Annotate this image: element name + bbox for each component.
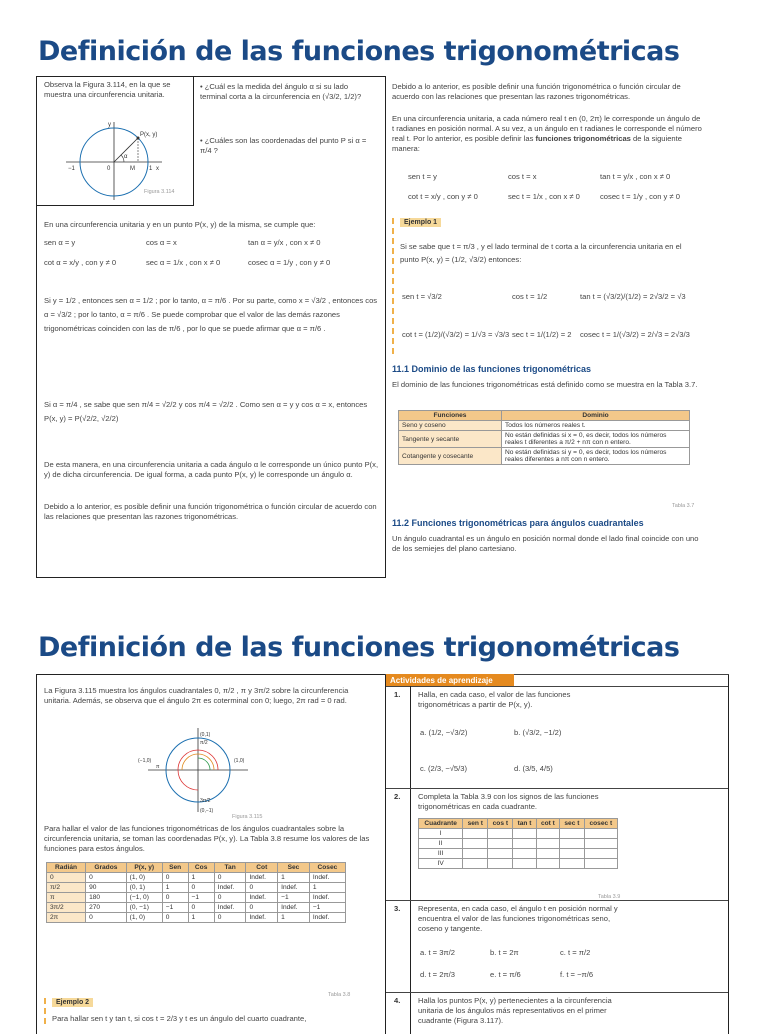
section-11-2-text: Un ángulo cuadrantal es un ángulo en posición normal donde el lado final coincide con uno de los semiejes del plano cartesiano. [392,534,699,553]
act3-opt-e: e. t = π/6 [490,970,521,979]
table-3-8-caption: Tabla 3.8 [328,992,351,998]
left-para-2: Si y = 1/2 , entonces sen α = 1/2 ; por lo tanto, α = π/6 . Por su parte, como x = √3/2 , entonces cos α = √3/2 ; por lo tanto, α = π/6 . Se puede comprobar que el valor de las demás razones trigonométricas coinciden con las de π/6 , por lo que se puede afirmar que α = π/6 . [44,296,378,333]
quadrantal-figure [138,726,258,814]
table-row: Cotangente y cosecante No están definidas si y = 0, es decir, todos los números reales diferentes a nπ con n entero. [399,448,690,465]
fig-label-y: y [108,122,111,128]
signs-table: Cuadrante sen t cos t tan t cot t sec t cosec t I II III IV [418,818,618,869]
table-3-9-caption: Tabla 3.9 [598,894,621,900]
table-row: π/2 90 (0, 1) 1 0 Indef. 0 Indef. 1 [47,883,346,893]
ej1-row1-b: cos t = 1/2 [512,292,548,301]
domain-table [398,410,690,465]
eq-row2-c: cosec α = 1/y , con y ≠ 0 [248,258,331,267]
fig-label-neg1: −1 [68,166,75,172]
fig-label-alpha: α [124,154,128,160]
bullet-1: • ¿Cuál es la medida del ángulo α si su lado terminal corta a la circunferencia en (√3/2, 1/2)? [200,82,362,101]
section-11-1-text: El dominio de las funciones trigonométricas está definido como se muestra en la Tabla 3.7. [392,380,698,389]
act3-opt-d: d. t = 2π/3 [420,970,456,979]
fig115-top-angle: π/2 [200,740,208,746]
left-para-3: Si α = π/4 , se sabe que sen π/4 = √2/2 y cos π/4 = √2/2 . Como sen α = y y cos α = x, entonces P(x, y) = P(√2/2, √2/2) [44,400,368,423]
left-para-1: En una circunferencia unitaria y en un punto P(x, y) de la misma, se cumple que: [44,220,316,229]
fig115-left: (−1,0) [138,758,152,764]
fig115-left-angle: π [156,764,160,770]
left-para-5: Debido a lo anterior, es posible definir una función trigonométrica o función circular de acuerdo con las relaciones que presentan las razones trigonométricas. [44,502,377,521]
table-3-7-caption: Tabla 3.7 [672,503,695,509]
activity-3-text: Representa, en cada caso, el ángulo t en posición normal y encuentra el valor de las funciones trigonométricas seno, coseno y tangente. [418,904,618,933]
def-row2-b: sec t = 1/x , con x ≠ 0 [508,192,580,201]
section-11-1-title: 11.1 Dominio de las funciones trigonométricas [392,364,592,374]
eq-row1-c: tan α = y/x , con x ≠ 0 [248,238,321,247]
dom-header-dominio: Dominio [502,411,690,421]
fig115-bottom-angle: 3π/2 [200,798,211,804]
def-row2-a: cot t = x/y , con y ≠ 0 [408,192,478,201]
ej1-row2-b: sec t = 1/(1/2) = 2 [512,330,572,339]
activity-4-text: Halla los puntos P(x, y) pertenecientes a la circunferencia unitaria de los ángulos más representativos en el primer cuadrante (Figura 3.117). [418,996,612,1025]
bullet-2: • ¿Cuáles son las coordenadas del punto P si α = π/4 ? [200,136,367,155]
act3-opt-c: c. t = π/2 [560,948,591,957]
fig-label-p: P(x, y) [140,132,158,138]
fig115-bottom: (0,−1) [200,808,214,814]
def-row1-b: cos t = x [508,172,537,181]
ej1-row2-c: cosec t = 1/(√3/2) = 2/√3 = 2√3/3 [580,330,690,339]
act3-opt-b: b. t = 2π [490,948,519,957]
intro-text: Observa la Figura 3.114, en la que se muestra una circunferencia unitaria. [44,80,171,99]
quadrantal-table: Radián Grados P(x, y) Sen Cos Tan Cot Sec Cosec 0 0 (1, 0) 0 1 0 Indef. 1 Indef. π/2 90 (0, 1) 1 0 Indef. 0 Indef. 1 π 180 (−1, 0) 0 −1 0 Indef. −1 Indef. 3π/2 270 (0, −1) −1 0 Indef. 0 Indef. −1 2π 0 (1, 0) 0 1 0 Indef. 1 Indef. [46,862,346,923]
def-row1-c: tan t = y/x , con x ≠ 0 [600,172,671,181]
table-row: 2π 0 (1, 0) 0 1 0 Indef. 1 Indef. [47,913,346,923]
fig-label-o: 0 [107,166,111,172]
def-row1-a: sen t = y [408,172,437,181]
section-11-2-title: 11.2 Funciones trigonométricas para ángulos cuadrantales [392,518,644,528]
act1-opt-b: b. (√3/2, −1/2) [514,728,562,737]
act3-opt-f: f. t = −π/6 [560,970,594,979]
dom-header-funciones: Funciones [399,411,502,421]
table-row: Tangente y secante No están definidas si x = 0, es decir, todos los números reales t diferentes a π/2 + nπ con n entero. [399,431,690,448]
example-2-text: Para hallar sen t y tan t, si cos t = 2/3 y t es un ángulo del cuarto cuadrante, [52,1014,307,1023]
table-row: I [419,829,618,839]
bottom-intro: La Figura 3.115 muestra los ángulos cuadrantales 0, π/2 , π y 3π/2 sobre la circunferencia unitaria. Además, se observa que el ángulo 2π es coterminal con 0; luego, 2π rad = 0 rad. [44,686,349,705]
table-row: IV [419,859,618,869]
right-para-2: En una circunferencia unitaria, a cada número real t en (0, 2π) le corresponde un ángulo de t radianes en posición normal. A su vez, a un ángulo en t radianes le corresponde el número real t. Por lo anterior, es posible definir las funciones trigonométricas de la siguiente manera: [392,114,702,153]
fig115-caption: Figura 3.115 [232,814,263,820]
activity-2-text: Completa la Tabla 3.9 con los signos de las funciones trigonométricas en cada cuadrante. [418,792,599,811]
ej1-row1-a: sen t = √3/2 [402,292,442,301]
eq-row2-b: sec α = 1/x , con x ≠ 0 [146,258,221,267]
activity-1-text: Halla, en cada caso, el valor de las funciones trigonométricas a partir de P(x, y). [418,690,571,709]
example-2-badge: Ejemplo 2 [52,998,93,1007]
table-row: II [419,839,618,849]
left-para-4: De esta manera, en una circunferencia unitaria a cada ángulo α le corresponde un único punto P(x, y) de dicha circunferencia. De igual forma, a cada punto P(x, y) le corresponde un ángulo α. [44,460,379,479]
page-title-2: Definición de las funciones trigonométricas [38,632,680,663]
activities-header: Actividades de aprendizaje [386,674,514,687]
fig115-top: (0,1) [200,732,211,738]
eq-row1-b: cos α = x [146,238,177,247]
fig114-caption: Figura 3.114 [144,189,175,195]
fig115-right: (1,0) [234,758,245,764]
bottom-para: Para hallar el valor de las funciones trigonométricas de los ángulos cuadrantales sobre la circunferencia unitaria, se toman las coordenadas P(x, y). La Tabla 3.8 resume los valores de las funciones para estos ángulos. [44,824,370,853]
def-row2-c: cosec t = 1/y , con y ≠ 0 [600,192,680,201]
table-row: Seno y coseno Todos los números reales t. [399,421,690,431]
table-row: π 180 (−1, 0) 0 −1 0 Indef. −1 Indef. [47,893,346,903]
right-para-1: Debido a lo anterior, es posible definir una función trigonométrica o función circular de acuerdo con las relaciones que presentan las razones trigonométricas. [392,82,681,101]
ej1-row2-a: cot t = (1/2)/(√3/2) = 1/√3 = √3/3 [402,330,510,339]
fig-label-m: M [130,166,135,172]
act1-opt-a: a. (1/2, −√3/2) [420,728,468,737]
example-1-text: Si se sabe que t = π/3 , y el lado terminal de t corta a la circunferencia unitaria en el punto P(x, y) = (1/2, √3/2) entonces: [400,242,682,264]
table-row: 3π/2 270 (0, −1) −1 0 Indef. 0 Indef. −1 [47,903,346,913]
act1-opt-d: d. (3/5, 4/5) [514,764,553,773]
eq-row2-a: cot α = x/y , con y ≠ 0 [44,258,117,267]
ej1-row1-c: tan t = (√3/2)/(1/2) = 2√3/2 = √3 [580,292,686,301]
bottom-page: Definición de las funciones trigonométricas La Figura 3.115 muestra los ángulos cuadrantales 0, π/2 , π y 3π/2 sobre la circunferencia unitaria. Además, se observa que el ángulo 2π es coterminal con 0; luego, 2π rad = 0 rad. (0,1) π/2 (−1,0) π (1,0) (0,−1) 3π/2 Figura 3.115 Para hallar el valor de las funciones trigonométricas de los ángulos cuadrantales sobre la circunferencia unitaria, se toman las coordenadas P(x, y). La Tabla 3.8 resume los valores de las funciones para estos ángulos. Radián Grados P(x, y) Sen Cos Tan Cot Sec Cosec 0 0 (1, 0) 0 1 0 Indef. 1 Indef. π/2 90 (0, 1) 1 0 Indef. 0 Indef. 1 π 180 (−1, 0) 0 −1 0 Indef. −1 Indef. 3π/2 270 (0, −1) −1 0 Indef. 0 Indef. −1 2π 0 (1, 0) 0 1 0 Indef. 1 Indef. Tabla 3.8 Ejemplo 2 Para hallar sen t y tan t, si cos t = 2/3 y t es un ángulo del cuarto cuadrante, Actividades de aprendizaje 1. Halla, en cada caso, el valor de las funciones trigonométricas a partir de P(x, y). a. (1/2, −√3/2) b. (√3/2, −1/2) c. (2/3, −√5/3) d. (3/5, 4/5) 2. Completa la Tabla 3.9 con los signos de las funciones trigonométricas en cada cuadrante. Cuadrante sen t cos t tan t cot t sec t cosec t I II III IV Tabla 3.9 3. Representa, en cada caso, el ángulo t en posición normal y encuentra el valor de las funciones trigonométricas seno, coseno y tangente. a. t = 3π/2 b. t = 2π c. t = π/2 d. t = 2π/3 e. t = π/6 f. t = −π/6 4. Halla los puntos P(x, y) pertenecientes a la circunferencia unitaria de los ángulos más representativos en el primer cuadrante (Figura 3.117). [0,606,768,1024]
table-row: 0 0 (1, 0) 0 1 0 Indef. 1 Indef. [47,873,346,883]
fig-label-x: x [156,166,159,172]
act1-opt-c: c. (2/3, −√5/3) [420,764,468,773]
page-title: Definición de las funciones trigonométricas [38,36,680,67]
table-row: III [419,849,618,859]
act3-opt-a: a. t = 3π/2 [420,948,456,957]
example-1-badge: Ejemplo 1 [400,218,441,227]
eq-row1-a: sen α = y [44,238,76,247]
fig-label-one: 1 [149,166,153,172]
